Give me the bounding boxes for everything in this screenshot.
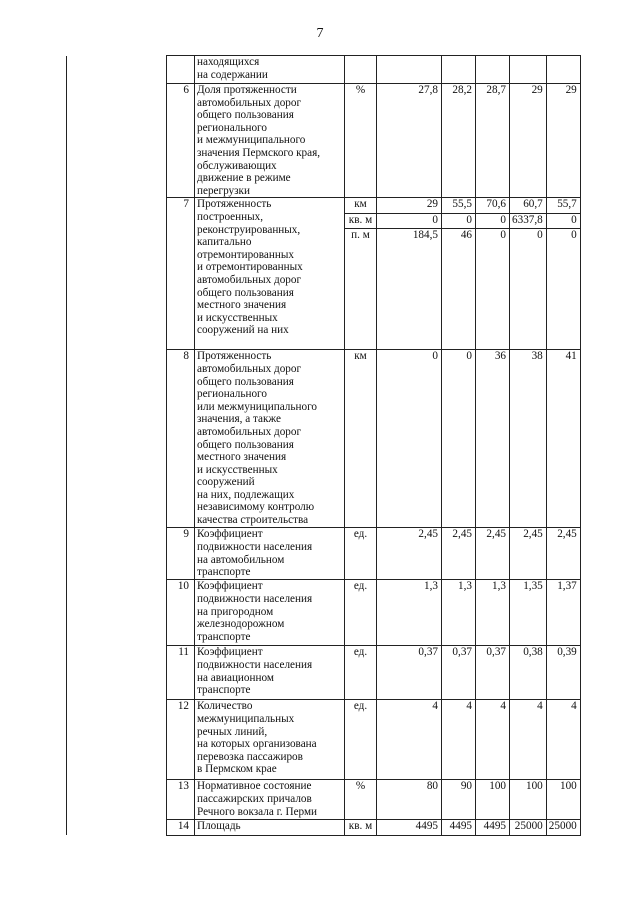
value-cell [510, 700, 547, 780]
value-text: 29 [531, 84, 543, 96]
value-cell [546, 820, 580, 835]
value-text: 55,7 [547, 198, 580, 213]
indicator-name: Нормативное состояние пассажирских причалов Речного вокзала г. Перми [195, 780, 345, 820]
unit-label: кв. м [348, 820, 373, 833]
value-cell [377, 820, 442, 835]
value-cell [510, 780, 547, 820]
unit-cell [345, 350, 377, 528]
row-number: 9 [167, 528, 195, 580]
unit-cell [345, 198, 377, 350]
value-cell [377, 350, 442, 528]
unit-cell [345, 56, 377, 84]
unit-label [347, 56, 374, 70]
value-text: 80 [426, 780, 438, 793]
value-cell [476, 56, 510, 84]
value-text [444, 56, 472, 70]
value-cell [476, 820, 510, 835]
value-cell [546, 56, 580, 84]
value-cell [476, 780, 510, 820]
left-blank-cell [67, 528, 167, 580]
value-text: 100 [559, 780, 577, 793]
value-text [478, 56, 506, 70]
table-row [67, 580, 581, 646]
row-number: 6 [167, 84, 195, 198]
unit-label: ед. [353, 700, 368, 713]
value-text: 27,8 [418, 84, 438, 96]
value-cell [442, 350, 476, 528]
value-cell [442, 580, 476, 646]
value-cell [546, 350, 580, 528]
value-text: 0 [476, 214, 509, 229]
value-text: 184,5 [412, 228, 438, 241]
value-text: 1,3 [424, 580, 438, 593]
row-number: 12 [167, 700, 195, 780]
indicator-name: Протяженность автомобильных дорог общего пользования регионального или межмуниципального значения, а также автомобильных дорог общего пользования местного значения и искусственных сооружений на них, подлежащих независимому контролю качества строительства [195, 350, 345, 528]
left-blank-cell [67, 700, 167, 780]
value-cell [510, 646, 547, 700]
unit-label: кв. м [345, 214, 377, 229]
value-cell [510, 56, 547, 84]
value-text [549, 56, 577, 70]
table-row [67, 780, 581, 820]
value-text: 4 [432, 700, 438, 713]
unit-label: % [355, 780, 366, 793]
unit-label: ед. [353, 646, 368, 659]
indicator-name: Коэффициент подвижности населения на пригородном железнодорожном транспорте [195, 580, 345, 646]
value-cell [546, 580, 580, 646]
value-cell [377, 700, 442, 780]
left-blank-cell [67, 580, 167, 646]
table-row [67, 528, 581, 580]
unit-label: ед. [353, 528, 368, 541]
table-body [67, 56, 581, 836]
value-text: 70,6 [476, 198, 509, 213]
table-row [67, 350, 581, 528]
table-row [67, 646, 581, 700]
value-text: 4495 [449, 820, 472, 833]
indicator-name: Площадь [195, 820, 345, 835]
value-text: 29 [377, 198, 441, 213]
page-number: 7 [316, 26, 324, 41]
value-cell [546, 780, 580, 820]
value-cell [510, 350, 547, 528]
value-text: 4 [537, 700, 543, 713]
value-text: 0,39 [557, 646, 577, 659]
unit-cell [345, 780, 377, 820]
row-number: 13 [167, 780, 195, 820]
value-text: 4495 [483, 820, 506, 833]
unit-label: км [345, 198, 377, 213]
value-cell [510, 580, 547, 646]
value-text: 4 [571, 700, 577, 713]
value-text: 90 [460, 780, 472, 793]
indicator-name: находящихся на содержании [195, 56, 345, 84]
indicator-name: Протяженность построенных, реконструированных, капитально отремонтированных и отремонтированных автомобильных дорог общего пользования местного значения и искусственных сооружений на них [195, 198, 345, 350]
unit-label: ед. [353, 580, 368, 593]
left-blank-cell [67, 198, 167, 350]
value-text: 28,2 [452, 84, 472, 96]
value-text: 6337,8 [510, 214, 546, 229]
value-text: 2,45 [523, 528, 543, 541]
table-row [67, 198, 581, 350]
unit-label: км [354, 350, 367, 363]
value-cell [442, 780, 476, 820]
value-cell [546, 198, 580, 350]
value-cell [546, 528, 580, 580]
unit-cell [345, 84, 377, 198]
table-row [67, 700, 581, 780]
value-cell [442, 646, 476, 700]
left-blank-cell [67, 84, 167, 198]
indicator-name: Количество межмуниципальных речных линий, на которых организована перевозка пассажиров в Пермском крае [195, 700, 345, 780]
indicator-name: Коэффициент подвижности населения на автомобильном транспорте [195, 528, 345, 580]
row-number: 8 [167, 350, 195, 528]
indicator-name: Коэффициент подвижности населения на авиационном транспорте [195, 646, 345, 700]
value-cell [442, 528, 476, 580]
value-cell [377, 580, 442, 646]
unit-cell [345, 528, 377, 580]
value-text: 29 [565, 84, 577, 96]
unit-cell [345, 646, 377, 700]
value-text: 25000 [548, 820, 577, 833]
left-blank-cell [67, 820, 167, 835]
left-blank-cell [67, 350, 167, 528]
unit-cell [345, 700, 377, 780]
value-cell [377, 84, 442, 198]
table-row [67, 820, 581, 835]
value-text [379, 56, 438, 70]
value-text: 46 [460, 228, 472, 241]
unit-label: % [355, 84, 366, 96]
value-text: 36 [494, 350, 506, 363]
value-text: 0 [466, 350, 472, 363]
value-text: 4495 [415, 820, 438, 833]
value-text: 0,37 [452, 646, 472, 659]
value-text: 60,7 [510, 198, 546, 213]
value-text: 41 [565, 350, 577, 363]
value-text: 1,37 [557, 580, 577, 593]
value-text: 1,35 [523, 580, 543, 593]
value-text: 0 [547, 214, 580, 229]
row-number: 7 [167, 198, 195, 350]
value-text: 100 [489, 780, 506, 793]
row-number: 11 [167, 646, 195, 700]
value-text: 0 [442, 214, 475, 229]
value-cell [442, 84, 476, 198]
value-cell [476, 350, 510, 528]
value-cell [377, 646, 442, 700]
value-cell [442, 198, 476, 350]
value-cell [510, 198, 547, 350]
value-cell [377, 528, 442, 580]
value-text: 2,45 [557, 528, 577, 541]
value-text: 0 [537, 228, 543, 241]
value-text: 0,37 [486, 646, 506, 659]
value-cell [377, 198, 442, 350]
value-text: 28,7 [486, 84, 506, 96]
unit-label: п. м [351, 228, 370, 241]
value-cell [510, 820, 547, 835]
value-cell [476, 198, 510, 350]
row-number [167, 56, 195, 84]
value-text: 1,3 [492, 580, 506, 593]
value-cell [476, 84, 510, 198]
value-text: 0,38 [523, 646, 543, 659]
value-text [512, 56, 543, 70]
value-cell [476, 646, 510, 700]
value-text: 2,45 [486, 528, 506, 541]
value-cell [377, 56, 442, 84]
table-row [67, 84, 581, 198]
value-text: 25000 [514, 820, 543, 833]
unit-cell [345, 580, 377, 646]
value-text: 100 [525, 780, 543, 793]
left-blank-cell [67, 780, 167, 820]
value-text: 38 [531, 350, 543, 363]
row-number: 10 [167, 580, 195, 646]
value-cell [476, 528, 510, 580]
value-cell [510, 84, 547, 198]
value-text: 55,5 [442, 198, 475, 213]
value-text: 0 [500, 228, 506, 241]
value-cell [546, 646, 580, 700]
table-row [67, 56, 581, 84]
value-cell [546, 84, 580, 198]
value-cell [476, 580, 510, 646]
left-blank-cell [67, 646, 167, 700]
value-cell [476, 700, 510, 780]
unit-cell [345, 820, 377, 835]
value-cell [442, 700, 476, 780]
value-text: 0,37 [418, 646, 438, 659]
value-text: 0 [377, 214, 441, 229]
value-text: 0 [432, 350, 438, 363]
value-text: 2,45 [452, 528, 472, 541]
value-text: 0 [571, 228, 577, 241]
value-cell [546, 700, 580, 780]
row-number: 14 [167, 820, 195, 835]
value-text: 1,3 [458, 580, 472, 593]
value-text: 4 [500, 700, 506, 713]
indicator-name: Доля протяженности автомобильных дорог общего пользования регионального и межмуниципального значения Пермского края, обслуживающих движение в режиме перегрузки [195, 84, 345, 198]
value-cell [510, 528, 547, 580]
value-text: 2,45 [418, 528, 438, 541]
value-cell [442, 56, 476, 84]
left-blank-cell [67, 56, 167, 84]
value-text: 4 [466, 700, 472, 713]
indicators-table [66, 55, 581, 836]
value-cell [377, 780, 442, 820]
value-cell [442, 820, 476, 835]
